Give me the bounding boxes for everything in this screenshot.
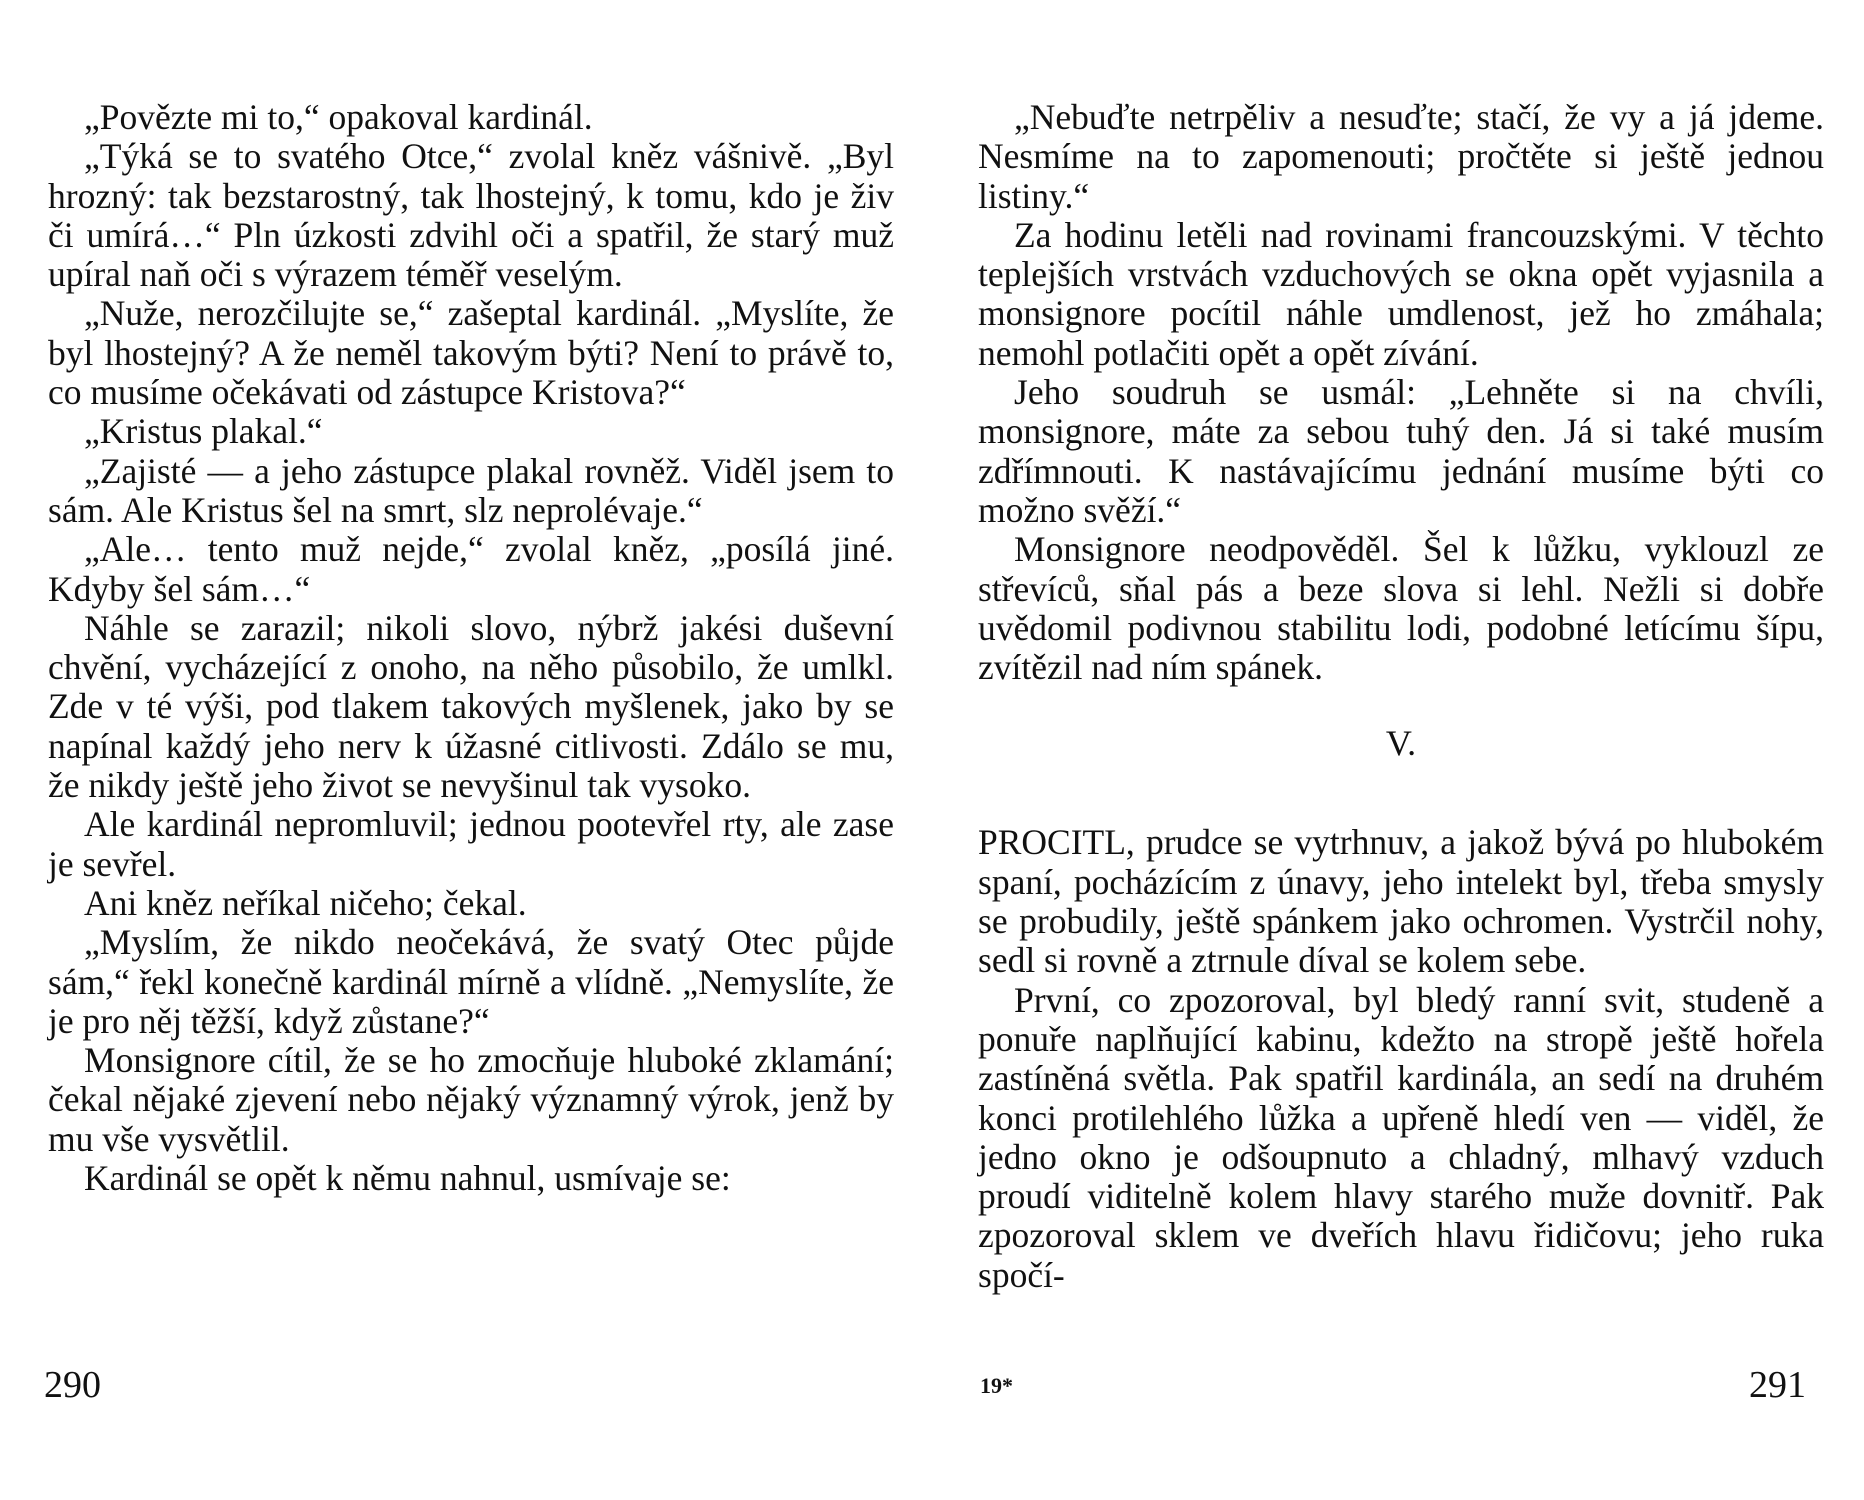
paragraph: Ani kněz neříkal ničeho; čekal. (84, 882, 527, 923)
paragraph: „Týká se to svatého Otce,“ zvolal kněz vášnivě. „Byl hrozný: tak bezstarostný, tak lhostejný, k tomu, kdo je živ či umírá…“ Pln úzkosti zdvihl oči a spatřil, že starý muž upíral naň oči s výrazem téměř veselým. (48, 136, 894, 295)
paragraph: „Nebuďte netrpěliv a nesuďte; stačí, že vy a já jdeme. Nesmíme na to zapomenouti; pročtěte si ještě jednou listiny.“ (978, 97, 1824, 216)
paragraph: Monsignore cítil, že se ho zmocňuje hluboké zklamání; čekal nějaké zjevení nebo nějaký významný výrok, jenž by mu vše vysvětlil. (48, 1040, 894, 1159)
paragraph: „Nuže, nerozčilujte se,“ zašeptal kardinál. „Myslíte, že byl lhostejný? A že neměl takovým býti? Není to právě to, co musíme očekávati od zástupce Kristova?“ (48, 293, 894, 413)
page-number-right: 291 (1749, 1364, 1806, 1406)
signature-mark: 19* (980, 1373, 1013, 1398)
left-page (48, 98, 894, 1458)
chapter-heading: V. (1385, 723, 1417, 764)
right-page (978, 98, 1824, 1458)
paragraph: Ale kardinál nepromluvil; jednou pootevřel rty, ale zase je sevřel. (48, 804, 894, 884)
page-number-left: 290 (44, 1364, 101, 1406)
paragraph: „Povězte mi to,“ opakoval kardinál. (84, 97, 593, 137)
chapter-opening-paragraph: PROCITL, prudce se vytrhnuv, a jakož bývá po hlubokém spaní, pocházícím z únavy, jeho intelekt byl, třeba smysly se probudily, ještě spánkem jako ochromen. Vystrčil nohy, sedl si rovně a ztrnule díval se kolem sebe. (978, 822, 1824, 981)
paragraph: „Zajisté — a jeho zástupce plakal rovněž. Viděl jsem to sám. Ale Kristus šel na smrt, slz neprolévaje.“ (48, 450, 894, 530)
paragraph: Za hodinu letěli nad rovinami francouzskými. V těchto teplejších vrstvách vzduchových se okna opět vyjasnila a monsignore pocítil náhle umdlenost, jež ho zmáhala; nemohl potlačiti opět a opět zívání. (978, 214, 1824, 373)
right-page-text (978, 98, 1824, 1295)
paragraph: Kardinál se opět k němu nahnul, usmívaje se: (84, 1158, 731, 1199)
paragraph: Jeho soudruh se usmál: „Lehněte si na chvíli, monsignore, máte za sebou tuhý den. Já si také musím zdřímnouti. K nastávajícímu jednání musíme býti co možno svěží.“ (978, 372, 1824, 530)
paragraph: „Myslím, že nikdo neočekává, že svatý Otec půjde sám,“ řekl konečně kardinál mírně a vlídně. „Nemyslíte, že je pro něj těžší, když zůstane?“ (48, 922, 894, 1041)
paragraph: „Kristus plakal.“ (84, 411, 323, 452)
paragraph: První, co zpozoroval, byl bledý ranní svit, studeně a ponuře naplňující kabinu, kdežto na stropě ještě hořela zastíněná světla. Pak spatřil kardinála, an sedí na druhém konci protilehlého lůžka a upřeně hledí ven — viděl, že jedno okno je odšoupnuto a chladný, mlhavý vzduch proudí viditelně kolem hlavy starého muže dovnitř. Pak zpozoroval sklem ve dveřích hlavu řidičovu; jeho ruka spočí- (978, 979, 1824, 1295)
paragraph: Náhle se zarazil; nikoli slovo, nýbrž jakési duševní chvění, vycházející z onoho, na něho působilo, že umlkl. Zde v té výši, pod tlakem takových myšlenek, jako by se napínal každý jeho nerv k úžasné citlivosti. Zdálo se mu, že nikdy ještě jeho život se nevyšinul tak vysoko. (48, 607, 894, 806)
paragraph: Monsignore neodpověděl. Šel k lůžku, vyklouzl ze střevíců, sňal pás a beze slova si lehl. Nežli si dobře uvědomil podivnou stabilitu lodi, podobné letícímu šípu, zvítězil nad ním spánek. (978, 529, 1824, 688)
left-page-text (48, 98, 894, 1198)
paragraph: „Ale… tento muž nejde,“ zvolal kněz, „posílá jiné. Kdyby šel sám…“ (48, 529, 894, 609)
